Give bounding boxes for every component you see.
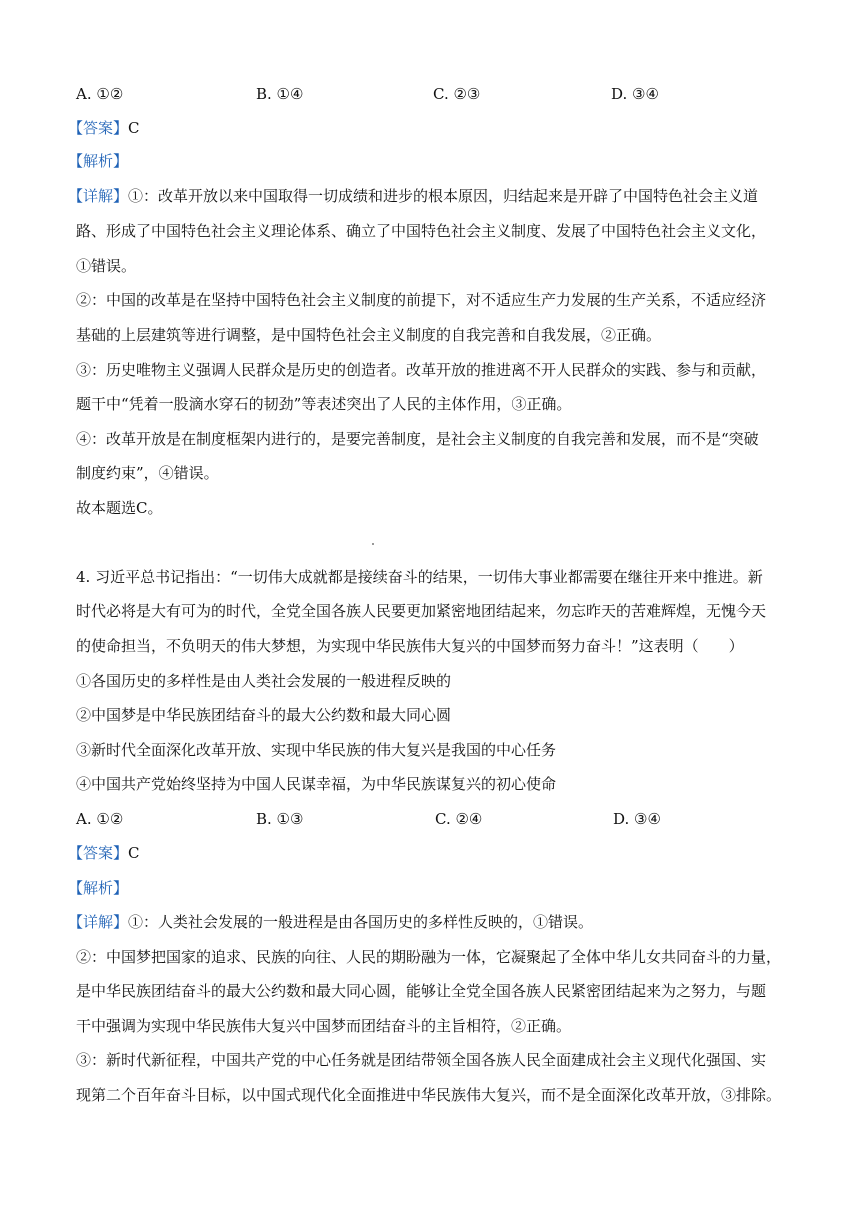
q3-detail-line: 路、形成了中国特色社会主义理论体系、确立了中国特色社会主义制度、发展了中国特色社会主义文化， [76, 222, 767, 240]
q3-option-a: A. ①② [76, 85, 124, 103]
stray-mark [372, 543, 374, 545]
q3-detail-line [68, 186, 758, 206]
q4-option-c: C. ②④ [435, 810, 483, 828]
q3-analysis-label: 【解析】 [68, 152, 129, 170]
q4-detail-line: ③：新时代新征程，中国共产党的中心任务就是团结带领全国各族人民全面建成社会主义现代化强国、实 [76, 1051, 767, 1069]
q4-stem-line: 的使命担当，不负明天的伟大梦想，为实现中华民族伟大复兴的中国梦而努力奋斗！”这表明（ ） [76, 637, 744, 655]
q4-detail-line: 现第二个百年奋斗目标，以中国式现代化全面推进中华民族伟大复兴，而不是全面深化改革开放，③排除。 [76, 1086, 782, 1104]
q4-analysis-label: 【解析】 [68, 879, 129, 897]
q4-statement: ②中国梦是中华民族团结奋斗的最大公约数和最大同心圆 [76, 706, 452, 724]
q3-detail-line: ③：历史唯物主义强调人民群众是历史的创造者。改革开放的推进离不开人民群众的实践、参与和贡献， [76, 361, 767, 379]
q4-detail-line [68, 912, 593, 932]
q3-detail-line: ②：中国的改革是在坚持中国特色社会主义制度的前提下，对不适应生产力发展的生产关系，不适应经济 [76, 291, 767, 309]
q4-option-a: A. ①② [76, 810, 124, 828]
q4-statement: ④中国共产党始终坚持为中国人民谋幸福，为中华民族谋复兴的初心使命 [76, 775, 557, 793]
q4-detail-line: ②：中国梦把国家的追求、民族的向往、人民的期盼融为一体，它凝聚起了全体中华儿女共同奋斗的力量， [76, 948, 782, 966]
q4-stem-line: 4. 习近平总书记指出：“一切伟大成就都是接续奋斗的结果，一切伟大事业都需要在继往开来中推进。新 [76, 568, 763, 586]
detail-text: ①：改革开放以来中国取得一切成绩和进步的根本原因，归结起来是开辟了中国特色社会主义道 [128, 187, 759, 205]
q4-stem-line: 时代必将是大有可为的时代，全党全国各族人民要更加紧密地团结起来，勿忘昨天的苦难辉煌，无愧今天 [76, 602, 767, 620]
q3-answer [68, 118, 140, 138]
q3-conclusion: 故本题选C。 [76, 499, 163, 517]
answer-value: C [128, 844, 140, 862]
q3-option-c: C. ②③ [433, 85, 481, 103]
q3-detail-line: ④：改革开放是在制度框架内进行的，是要完善制度，是社会主义制度的自我完善和发展，而不是“突破 [76, 430, 759, 448]
q3-option-d: D. ③④ [611, 85, 659, 103]
q4-detail-line: 是中华民族团结奋斗的最大公约数和最大同心圆，能够让全党全国各族人民紧密团结起来为之努力，与题 [76, 982, 767, 1000]
q4-answer [68, 843, 140, 863]
q4-option-b: B. ①③ [256, 810, 304, 828]
q3-detail-line: 制度约束”，④错误。 [76, 464, 219, 482]
q3-detail-line: 题干中“凭着一股滴水穿石的韧劲”等表述突出了人民的主体作用，③正确。 [76, 395, 572, 413]
q3-detail-line: ①错误。 [76, 257, 137, 275]
detail-label: 【详解】 [68, 187, 129, 205]
answer-label: 【答案】 [68, 844, 129, 862]
answer-value: C [128, 119, 140, 137]
q4-detail-line: 干中强调为实现中华民族伟大复兴中国梦而团结奋斗的主旨相符，②正确。 [76, 1017, 572, 1035]
q3-detail-line: 基础的上层建筑等进行调整，是中国特色社会主义制度的自我完善和自我发展，②正确。 [76, 326, 662, 344]
q4-option-d: D. ③④ [613, 810, 661, 828]
detail-text: ①：人类社会发展的一般进程是由各国历史的多样性反映的，①错误。 [128, 913, 594, 931]
detail-label: 【详解】 [68, 913, 129, 931]
q4-statement: ①各国历史的多样性是由人类社会发展的一般进程反映的 [76, 672, 452, 690]
q3-option-b: B. ①④ [256, 85, 304, 103]
answer-label: 【答案】 [68, 119, 129, 137]
q4-statement: ③新时代全面深化改革开放、实现中华民族的伟大复兴是我国的中心任务 [76, 741, 557, 759]
